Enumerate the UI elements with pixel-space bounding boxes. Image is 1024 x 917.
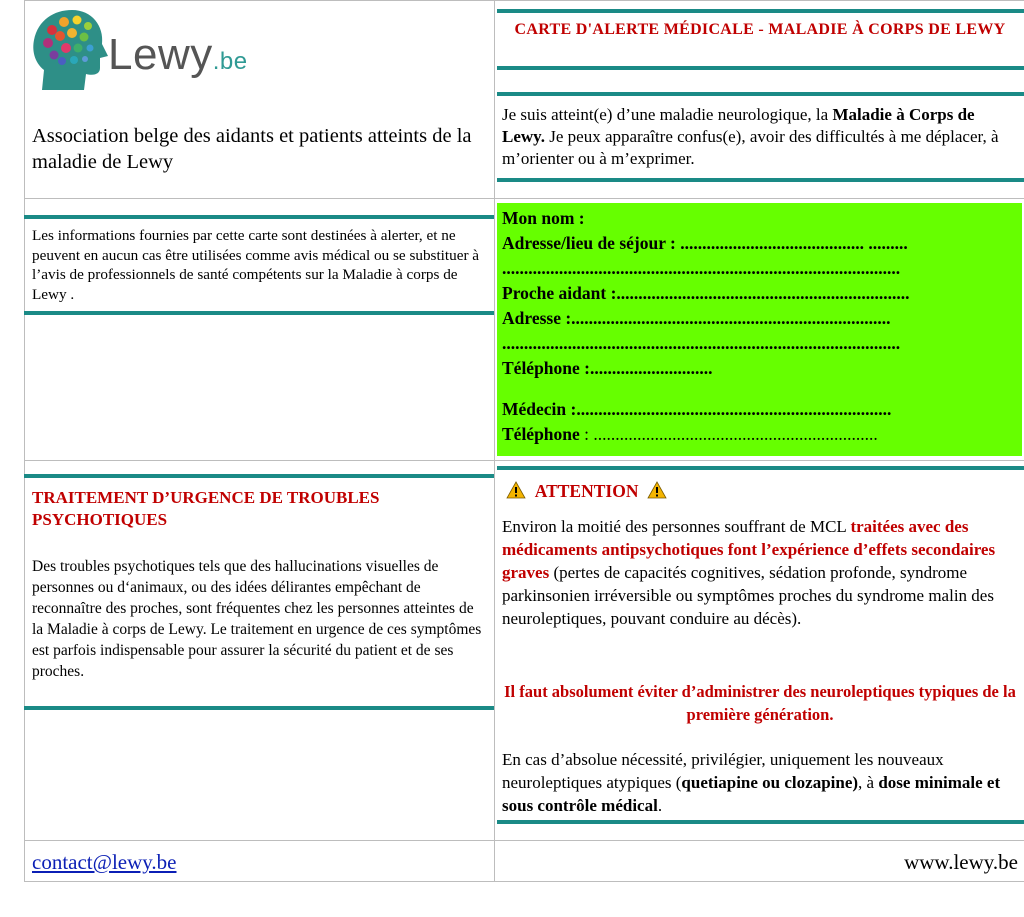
teal-bar: [24, 706, 494, 710]
personal-info-form: [502, 206, 1014, 447]
attention-paragraph-3: En cas d’absolue nécessité, privilégier, uniquement les nouveaux neuroleptiques atypiques (quetiapine ou clozapine), à dose minimale et sous contrôle médical.: [502, 750, 1001, 815]
name-field[interactable]: Mon nom :: [502, 208, 585, 228]
urgent-treatment-title: TRAITEMENT D’URGENCE DE TROUBLES PSYCHOTIQUES: [32, 488, 380, 529]
teal-bar: [24, 474, 494, 478]
teal-bar: [24, 215, 494, 219]
website-url: www.lewy.be: [904, 850, 1018, 874]
warning-icon: [506, 481, 526, 499]
address-field[interactable]: Adresse :.........................................................................: [502, 308, 891, 328]
bottom-border: [24, 881, 1024, 882]
contact-email-link[interactable]: contact@lewy.be: [32, 850, 177, 874]
address-stay-field[interactable]: Adresse/lieu de séjour : .......................................... .........: [502, 233, 908, 253]
teal-bar: [497, 9, 1024, 13]
logo-wordmark: Lewy.be: [108, 30, 248, 79]
caregiver-field[interactable]: Proche aidant :...................................................................: [502, 283, 910, 303]
card-title: CARTE D'ALERTE MÉDICALE - MALADIE À CORPS DE LEWY: [514, 21, 1006, 38]
teal-bar: [497, 92, 1024, 96]
disclaimer-text: Les informations fournies par cette carte sont destinées à alerter, et ne peuvent en aucun cas être utilisées comme avis médical ou se substituer à l’avis de professionnels de santé compétents sur la Maladie à corps de Lewy .: [32, 227, 480, 303]
address-field-cont[interactable]: ...........................................................................................: [502, 333, 901, 353]
attention-paragraph-1: Environ la moitié des personnes souffrant de MCL traitées avec des médicaments antipsychotiques font l’expérience d’effets secondaires graves (pertes de capacités cognitives, sédation profonde, syndrome parkinsonien irréversible ou symptômes proches du syndrome malin des neuroleptiques, pouvant conduire au décès).: [502, 517, 996, 628]
intro-text: Je suis atteint(e) d’une maladie neurologique, la Maladie à Corps de Lewy. Je peux apparaître confus(e), avoir des difficultés à me déplacer, à m’orienter ou à m’exprimer.: [502, 105, 999, 168]
row-divider-2: [24, 460, 1024, 461]
row-divider-3: [24, 840, 1024, 841]
warning-icon: [647, 481, 667, 499]
attention-heading: ATTENTION: [506, 480, 667, 502]
association-name: Association belge des aidants et patients atteints de la maladie de Lewy: [32, 125, 472, 173]
teal-bar: [497, 178, 1024, 182]
doctor-phone-field[interactable]: Téléphone : .................................................................: [502, 424, 878, 444]
teal-bar: [497, 66, 1024, 70]
urgent-treatment-text: Des troubles psychotiques tels que des hallucinations visuelles de personnes ou d‘animaux, ou des idées délirantes empêchant de reconnaître des proches, sont fréquentes chez les personnes atteintes de la Maladie à corps de Lewy. Le traitement en urgence de ces symptômes est parfois indispensable pour assurer la sécurité du patient et de ses proches.: [32, 558, 482, 680]
address-stay-field-cont[interactable]: ...........................................................................................: [502, 258, 901, 278]
head-profile-icon: [30, 6, 110, 94]
teal-bar: [497, 466, 1024, 470]
outer-left-border: [24, 0, 25, 882]
top-border: [24, 0, 1024, 1]
phone-field[interactable]: Téléphone :............................: [502, 358, 713, 378]
attention-warning: Il faut absolument éviter d’administrer des neuroleptiques typiques de la première génération.: [504, 682, 1016, 724]
center-divider: [494, 0, 495, 882]
lewy-logo: [30, 6, 250, 96]
doctor-field[interactable]: Médecin :........................................................................: [502, 399, 892, 419]
teal-bar: [24, 311, 494, 315]
teal-bar: [497, 820, 1024, 824]
row-divider-1: [24, 198, 1024, 199]
